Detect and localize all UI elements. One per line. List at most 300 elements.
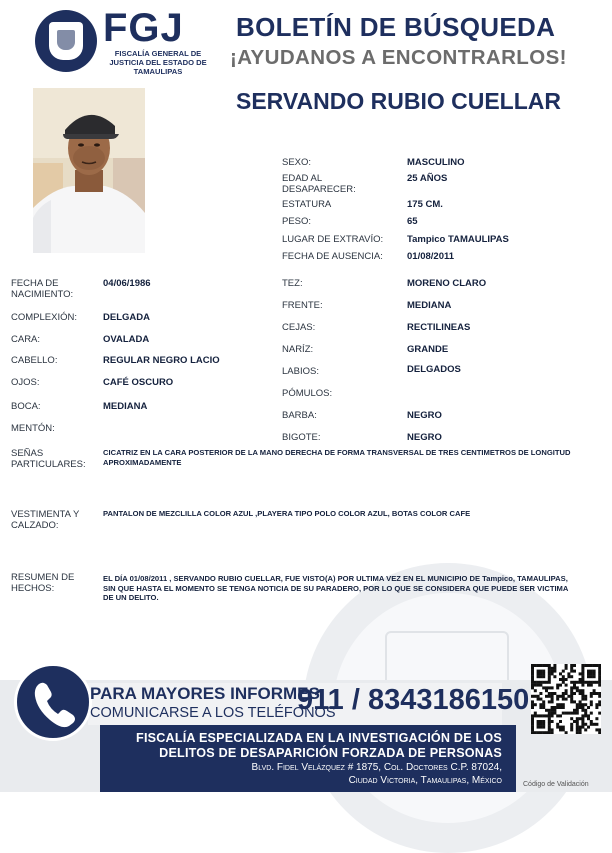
qr-module <box>576 720 579 723</box>
qr-module <box>553 667 556 670</box>
qr-module <box>539 726 542 729</box>
qr-module <box>570 695 573 698</box>
qr-module <box>531 670 534 673</box>
qr-module <box>562 706 565 709</box>
qr-module <box>593 672 596 675</box>
cejas-value: RECTILINEAS <box>407 322 471 333</box>
cejas-label: CEJAS: <box>282 322 316 333</box>
nariz-value: GRANDE <box>407 344 449 355</box>
qr-module <box>570 700 573 703</box>
qr-module <box>567 675 570 678</box>
qr-module <box>587 681 590 684</box>
qr-module <box>579 678 582 681</box>
validation-code-label: Código de Validación <box>523 781 589 788</box>
qr-module <box>534 664 537 667</box>
qr-module <box>576 706 579 709</box>
menton-label: MENTÓN: <box>11 423 55 434</box>
qr-module <box>570 689 573 692</box>
qr-module <box>573 720 576 723</box>
qr-module <box>570 675 573 678</box>
boca-label: BOCA: <box>11 401 41 412</box>
qr-module <box>531 675 534 678</box>
qr-module <box>598 700 601 703</box>
qr-module <box>562 703 565 706</box>
lugar-label: LUGAR DE EXTRAVÍO: <box>282 234 384 245</box>
qr-module <box>545 731 548 734</box>
qr-module <box>590 681 593 684</box>
qr-module <box>539 698 542 701</box>
phone-icon <box>14 663 92 741</box>
qr-module <box>581 695 584 698</box>
qr-module <box>562 712 565 715</box>
qr-module <box>598 695 601 698</box>
qr-module <box>579 717 582 720</box>
senas-label: SEÑAS PARTICULARES: <box>11 448 86 470</box>
qr-module <box>537 720 540 723</box>
qr-module <box>581 717 584 720</box>
qr-module <box>553 692 556 695</box>
qr-module <box>579 728 582 731</box>
qr-module <box>584 695 587 698</box>
qr-module <box>559 714 562 717</box>
qr-module <box>573 664 576 667</box>
fiscalia-line-1: FISCALÍA ESPECIALIZADA EN LA INVESTIGACIÓN DE LOS <box>136 731 502 745</box>
qr-module <box>590 723 593 726</box>
qr-module <box>548 731 551 734</box>
cara-label: CARA: <box>11 334 41 345</box>
qr-module <box>579 692 582 695</box>
qr-module <box>537 695 540 698</box>
qr-module <box>562 678 565 681</box>
qr-module <box>542 700 545 703</box>
qr-module <box>579 681 582 684</box>
qr-module <box>587 706 590 709</box>
qr-module <box>565 689 568 692</box>
qr-module <box>548 717 551 720</box>
qr-module <box>562 670 565 673</box>
qr-module <box>562 728 565 731</box>
qr-module <box>581 670 584 673</box>
qr-module <box>584 709 587 712</box>
qr-module <box>595 706 598 709</box>
qr-module <box>562 695 565 698</box>
qr-module <box>542 681 545 684</box>
qr-module <box>537 684 540 687</box>
qr-module <box>576 726 579 729</box>
qr-module <box>581 684 584 687</box>
comunicarse-text: COMUNICARSE A LOS TELÉFONOS <box>90 705 336 721</box>
qr-module <box>556 686 559 689</box>
qr-module <box>553 706 556 709</box>
qr-module <box>537 723 540 726</box>
qr-module <box>556 695 559 698</box>
qr-module <box>548 664 551 667</box>
qr-module <box>539 664 542 667</box>
bigote-label: BIGOTE: <box>282 432 321 443</box>
senas-value: CICATRIZ EN LA CARA POSTERIOR DE LA MANO DERECHA DE FORMA TRANSVERSAL DE TRES CENTIMETROS DE LONGITUD APROXIMADAMENTE <box>103 448 571 467</box>
qr-module <box>548 670 551 673</box>
qr-module <box>548 712 551 715</box>
vestimenta-label: VESTIMENTA Y CALZADO: <box>11 509 80 531</box>
qr-module <box>567 695 570 698</box>
qr-module <box>581 723 584 726</box>
qr-module <box>545 695 548 698</box>
qr-module <box>576 731 579 734</box>
qr-module <box>593 689 596 692</box>
qr-module <box>587 726 590 729</box>
qr-module <box>590 700 593 703</box>
qr-module <box>595 703 598 706</box>
qr-module <box>556 706 559 709</box>
boca-value: MEDIANA <box>103 401 148 412</box>
qr-module <box>548 667 551 670</box>
qr-module <box>559 720 562 723</box>
qr-module <box>545 686 548 689</box>
qr-module <box>570 712 573 715</box>
qr-module <box>587 714 590 717</box>
qr-module <box>570 717 573 720</box>
cara-value: OVALADA <box>103 334 150 345</box>
qr-module <box>531 672 534 675</box>
qr-module <box>581 703 584 706</box>
qr-module <box>531 681 534 684</box>
qr-module <box>556 714 559 717</box>
qr-module <box>576 709 579 712</box>
barba-value: NEGRO <box>407 410 442 421</box>
qr-module <box>539 714 542 717</box>
qr-module <box>531 703 534 706</box>
qr-module <box>531 684 534 687</box>
qr-module <box>565 684 568 687</box>
qr-module <box>545 714 548 717</box>
qr-module <box>584 723 587 726</box>
pomulos-label: PÓMULOS: <box>282 388 333 399</box>
logo-shield-mark <box>57 30 75 50</box>
qr-module <box>579 689 582 692</box>
qr-module <box>570 686 573 689</box>
qr-module <box>570 670 573 673</box>
qr-module <box>598 703 601 706</box>
qr-module <box>593 723 596 726</box>
qr-module <box>584 728 587 731</box>
qr-module <box>573 686 576 689</box>
qr-module <box>595 717 598 720</box>
qr-module <box>537 731 540 734</box>
cabello-label: CABELLO: <box>11 355 58 366</box>
qr-module <box>542 706 545 709</box>
qr-module <box>595 728 598 731</box>
qr-module <box>534 731 537 734</box>
qr-module <box>559 726 562 729</box>
qr-module <box>559 695 562 698</box>
page-subtitle: ¡AYUDANOS A ENCONTRARLOS! <box>230 46 567 69</box>
qr-module <box>570 681 573 684</box>
qr-module <box>531 714 534 717</box>
qr-module <box>576 681 579 684</box>
sexo-label: SEXO: <box>282 157 312 168</box>
qr-module <box>559 672 562 675</box>
fecha-ausencia-value: 01/08/2011 <box>407 251 455 262</box>
qr-module <box>598 664 601 667</box>
qr-module <box>534 681 537 684</box>
qr-module <box>590 703 593 706</box>
qr-module <box>556 723 559 726</box>
qr-module <box>539 692 542 695</box>
qr-module <box>545 681 548 684</box>
qr-module <box>539 703 542 706</box>
fiscalia-line-2: DELITOS DE DESAPARICIÓN FORZADA DE PERSONAS <box>159 746 502 760</box>
qr-module <box>559 678 562 681</box>
qr-module <box>542 670 545 673</box>
qr-module <box>531 686 534 689</box>
qr-module <box>593 675 596 678</box>
qr-module <box>542 714 545 717</box>
qr-module <box>595 681 598 684</box>
qr-module <box>545 709 548 712</box>
tez-label: TEZ: <box>282 278 303 289</box>
qr-module <box>593 692 596 695</box>
qr-module <box>551 670 554 673</box>
peso-label: PESO: <box>282 216 312 227</box>
qr-module <box>551 672 554 675</box>
barba-label: BARBA: <box>282 410 317 421</box>
qr-module <box>581 692 584 695</box>
qr-module <box>576 728 579 731</box>
labios-label: LABIOS: <box>282 366 319 377</box>
qr-code[interactable] <box>531 664 601 734</box>
qr-module <box>579 731 582 734</box>
informes-heading: PARA MAYORES INFORMES, <box>90 684 325 703</box>
qr-module <box>565 698 568 701</box>
qr-module <box>565 678 568 681</box>
qr-module <box>562 698 565 701</box>
qr-module <box>537 670 540 673</box>
qr-module <box>598 667 601 670</box>
qr-module <box>598 692 601 695</box>
qr-module <box>539 723 542 726</box>
vestimenta-value: PANTALON DE MEZCLILLA COLOR AZUL ,PLAYERA TIPO POLO COLOR AZUL, BOTAS COLOR CAFE <box>103 509 471 518</box>
qr-module <box>584 698 587 701</box>
qr-module <box>576 717 579 720</box>
qr-module <box>542 703 545 706</box>
qr-module <box>551 731 554 734</box>
qr-module <box>534 684 537 687</box>
qr-module <box>598 712 601 715</box>
qr-module <box>553 670 556 673</box>
qr-module <box>542 720 545 723</box>
qr-module <box>579 672 582 675</box>
person-name: SERVANDO RUBIO CUELLAR <box>236 88 561 114</box>
qr-module <box>598 678 601 681</box>
qr-module <box>559 706 562 709</box>
ojos-value: CAFÉ OSCURO <box>103 377 174 388</box>
page-title: BOLETÍN DE BÚSQUEDA <box>236 12 556 42</box>
lugar-value: Tampico TAMAULIPAS <box>407 234 509 245</box>
qr-module <box>598 675 601 678</box>
qr-module <box>531 728 534 731</box>
qr-module <box>553 664 556 667</box>
qr-module <box>565 692 568 695</box>
qr-module <box>573 681 576 684</box>
qr-module <box>581 667 584 670</box>
qr-module <box>531 731 534 734</box>
qr-module <box>539 675 542 678</box>
qr-module <box>539 681 542 684</box>
qr-module <box>567 672 570 675</box>
qr-module <box>548 675 551 678</box>
qr-module <box>534 714 537 717</box>
edad-label: EDAD AL DESAPARECER: <box>282 173 356 195</box>
qr-module <box>590 675 593 678</box>
qr-module <box>573 670 576 673</box>
qr-module <box>539 720 542 723</box>
qr-module <box>598 731 601 734</box>
edad-value: 25 AÑOS <box>407 173 448 184</box>
qr-module <box>598 681 601 684</box>
qr-module <box>587 672 590 675</box>
qr-module <box>595 664 598 667</box>
qr-module <box>587 675 590 678</box>
qr-module <box>570 726 573 729</box>
qr-module <box>539 684 542 687</box>
qr-module <box>590 695 593 698</box>
qr-module <box>531 700 534 703</box>
labios-value: DELGADOS <box>407 364 461 375</box>
qr-module <box>567 712 570 715</box>
ojos-label: OJOS: <box>11 377 40 388</box>
qr-module <box>556 698 559 701</box>
qr-module <box>542 664 545 667</box>
qr-module <box>531 664 534 667</box>
qr-module <box>562 675 565 678</box>
qr-module <box>548 695 551 698</box>
qr-module <box>542 726 545 729</box>
qr-module <box>587 684 590 687</box>
qr-module <box>587 664 590 667</box>
qr-module <box>553 709 556 712</box>
qr-module <box>531 695 534 698</box>
qr-module <box>576 686 579 689</box>
qr-module <box>565 664 568 667</box>
frente-value: MEDIANA <box>407 300 452 311</box>
tez-value: MORENO CLARO <box>407 278 487 289</box>
qr-module <box>551 714 554 717</box>
qr-module <box>576 712 579 715</box>
qr-module <box>537 672 540 675</box>
qr-module <box>531 706 534 709</box>
qr-module <box>570 723 573 726</box>
qr-module <box>559 684 562 687</box>
qr-module <box>542 731 545 734</box>
qr-module <box>531 667 534 670</box>
qr-module <box>537 664 540 667</box>
qr-module <box>548 728 551 731</box>
estatura-value: 175 CM. <box>407 199 443 210</box>
qr-module <box>545 689 548 692</box>
complexion-value: DELGADA <box>103 312 150 323</box>
qr-module <box>565 731 568 734</box>
qr-module <box>551 712 554 715</box>
qr-module <box>581 698 584 701</box>
qr-module <box>579 703 582 706</box>
qr-module <box>593 670 596 673</box>
qr-module <box>531 678 534 681</box>
complexion-label: COMPLEXIÓN: <box>11 312 77 323</box>
agency-name: FISCALÍA GENERAL DE JUSTICIA DEL ESTADO DE TAMAULIPAS <box>109 49 207 76</box>
qr-module <box>570 728 573 731</box>
qr-module <box>576 689 579 692</box>
qr-module <box>548 700 551 703</box>
qr-module <box>573 712 576 715</box>
qr-module <box>551 709 554 712</box>
qr-module <box>562 692 565 695</box>
qr-module <box>542 686 545 689</box>
qr-module <box>539 706 542 709</box>
qr-module <box>539 731 542 734</box>
qr-module <box>542 675 545 678</box>
logo-text: FGJ <box>103 6 184 50</box>
qr-module <box>573 692 576 695</box>
qr-module <box>548 681 551 684</box>
qr-module <box>576 723 579 726</box>
qr-module <box>548 726 551 729</box>
qr-module <box>581 672 584 675</box>
qr-module <box>548 686 551 689</box>
fiscalia-name <box>100 731 502 761</box>
qr-module <box>534 703 537 706</box>
qr-module <box>548 672 551 675</box>
nacimiento-value: 04/06/1986 <box>103 278 151 289</box>
qr-module <box>584 681 587 684</box>
qr-module <box>595 723 598 726</box>
qr-module <box>598 670 601 673</box>
qr-module <box>579 706 582 709</box>
qr-module <box>559 703 562 706</box>
qr-module <box>584 714 587 717</box>
qr-module <box>565 712 568 715</box>
qr-module <box>537 714 540 717</box>
qr-module <box>581 714 584 717</box>
qr-module <box>579 700 582 703</box>
qr-module <box>573 684 576 687</box>
qr-module <box>587 670 590 673</box>
qr-module <box>562 681 565 684</box>
bigote-value: NEGRO <box>407 432 442 443</box>
qr-module <box>553 712 556 715</box>
qr-module <box>551 706 554 709</box>
qr-module <box>576 703 579 706</box>
qr-module <box>570 692 573 695</box>
qr-module <box>551 695 554 698</box>
qr-module <box>531 723 534 726</box>
qr-module <box>531 726 534 729</box>
qr-module <box>581 681 584 684</box>
qr-module <box>584 664 587 667</box>
qr-module <box>556 703 559 706</box>
qr-module <box>581 664 584 667</box>
qr-module <box>542 672 545 675</box>
qr-module <box>551 686 554 689</box>
nacimiento-label: FECHA DE NACIMIENTO: <box>11 278 74 300</box>
qr-module <box>551 698 554 701</box>
address <box>100 761 502 787</box>
qr-module <box>548 723 551 726</box>
qr-module <box>565 667 568 670</box>
sexo-value: MASCULINO <box>407 157 465 168</box>
qr-module <box>590 672 593 675</box>
phone-numbers[interactable]: 911 / 8343186150 <box>297 684 530 716</box>
estatura-label: ESTATURA <box>282 199 332 210</box>
